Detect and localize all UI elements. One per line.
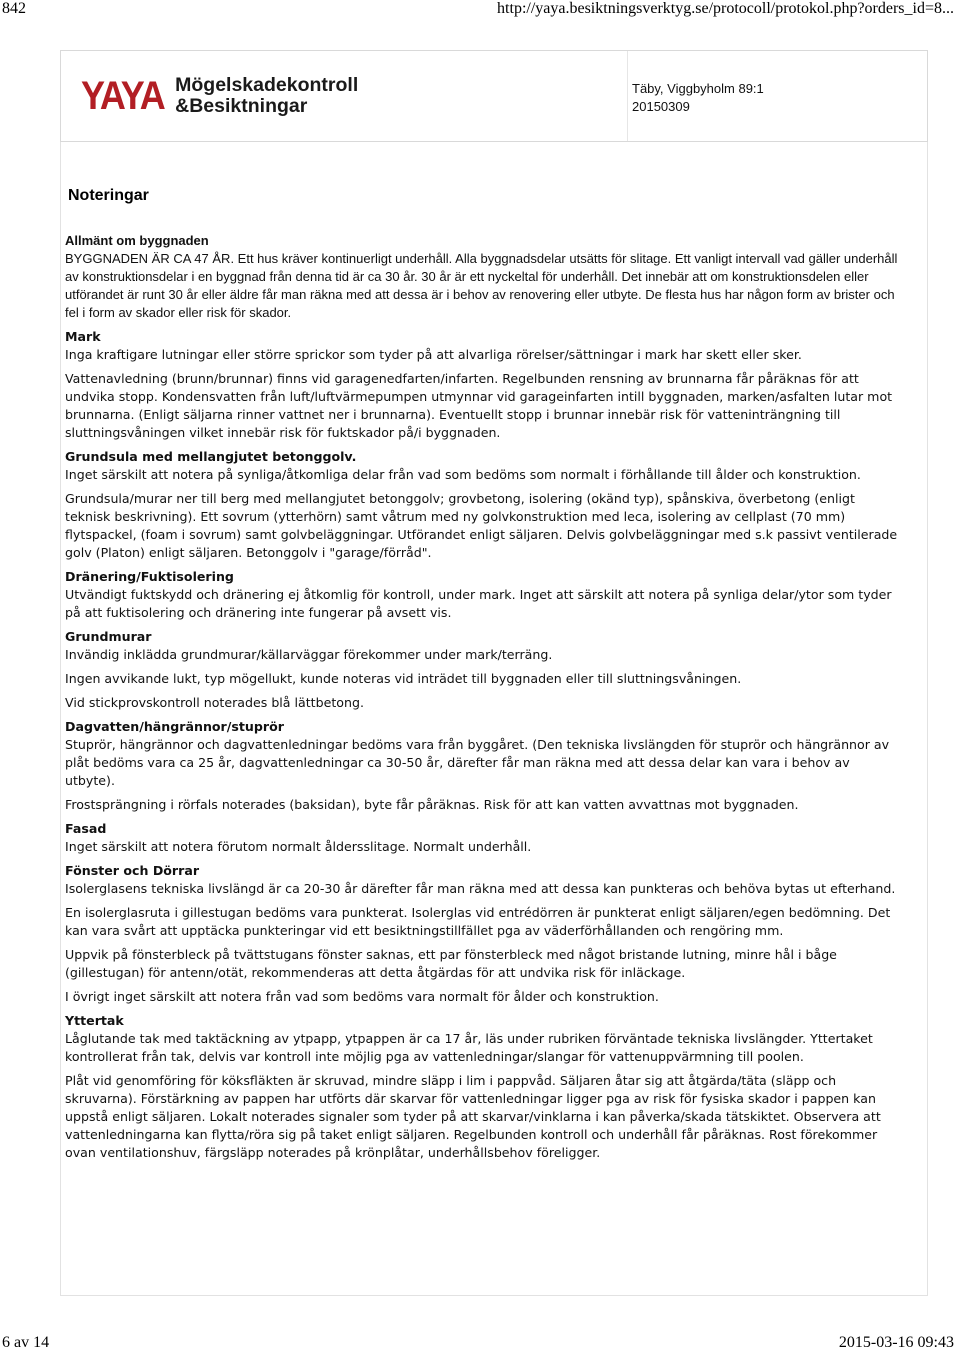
section-heading: Fasad: [65, 821, 107, 836]
section-paragraph: Inget särskilt att notera förutom normalt åldersslitage. Normalt underhåll.: [65, 839, 532, 854]
section-heading: Fönster och Dörrar: [65, 863, 200, 878]
section-heading: Grundsula med mellangjutet betonggolv.: [65, 449, 357, 464]
section-paragraph: Grundsula/murar ner till berg med mellangjutet betonggolv; grovbetong, isolering (okänd typ), spånskiva, överbetong (enligt teknisk beskrivning). Ett sovrum (ytterhörn) samt våtrum med ny golvkonstruktion med leca, isolering av cellplast (70 mm) flytspackel, (foam i sovrum) samt golvbeläggningar. Utförandet enligt säljaren. Delvis golvbeläggningar med s.k passivt ventilerade golv (Platon) enligt säljaren. Betonggolv i "garage/förråd".: [65, 491, 898, 560]
section-paragraph: Inget särskilt att notera på synliga/åtkomliga delar från vad som bedöms som normalt i förhållande till ålder och konstruktion.: [65, 467, 861, 482]
print-footer: [0, 1334, 960, 1354]
intro-heading: Allmänt om byggnaden: [65, 233, 209, 248]
property-info: [632, 80, 764, 116]
section-paragraph: Isolerglasens tekniska livslängd är ca 20-30 år därefter får man räkna med att dessa kan punkteras och behöva bytas ut efterhand.: [65, 881, 896, 896]
logo-line-1: Mögelskadekontroll: [175, 74, 359, 96]
intro-block: [65, 232, 900, 322]
protocol-header: [60, 50, 928, 142]
section-paragraph: Plåt vid genomföring för köksfläkten är skruvad, mindre släpp i lim i pappvåd. Säljaren åtar sig att åtgärda/täta (släpp och skruvarna). Förstärkning av pappen har utförts där skarvar för vattenledningar ligger pga av risk för fysiska skador i pappen kan uppstå enligt säljaren. Lokalt noterades signaler som tyder på att skarvar/vinklarna i kan påverka/skada tätskiktet. Observera att vattenledningarna kan flytta/röra sig på taket enligt säljaren. Regelbunden kontroll och underhåll får påräknas. Rost förekommer ovan ventilationshuv, färgsläpp noterades på krönplåtar, underhållsbehov föreligger.: [65, 1073, 881, 1160]
section-title: Noteringar: [68, 187, 149, 204]
inspection-date: 20150309: [632, 99, 690, 114]
section-paragraph: En isolerglasruta i gillestugan bedöms vara punkterat. Isolerglas vid entrédörren är punkterat enligt säljaren/egen bedömning. Det kan vara svårt att upptäcka punkteringar vid ett besiktningstillfället pga av väderförhållanden och rengöring mm.: [65, 905, 891, 938]
notes-content: [65, 232, 900, 1168]
section-paragraph: Ingen avvikande lukt, typ mögellukt, kunde noteras vid inträdet till byggnaden eller till sluttningsvåningen.: [65, 671, 742, 686]
section-heading: Mark: [65, 329, 101, 344]
property-address: Täby, Viggbyholm 89:1: [632, 81, 764, 96]
intro-paragraph: BYGGNADEN ÄR CA 47 ÅR. Ett hus kräver kontinuerligt underhåll. Alla byggnadsdelar utsätts för slitage. Ett vanligt intervall vad gäller underhåll av konstruktionsdelar i en byggnad från denna tid är ca 30 år. 30 år är ett nyckeltal för underhåll. Det innebär att om konstruktionsdelen eller utförandet är runt 30 år eller äldre får man räkna med att dessa är i behov av renovering eller utbyte. De flesta hus har någon form av brister och fel i form av skador eller risk för skador.: [65, 251, 898, 320]
logo-line-2: &Besiktningar: [175, 95, 308, 117]
section-paragraph: Frostsprängning i rörfals noterades (baksidan), byte får påräknas. Risk för att kan vatten avvattnas mot byggnaden.: [65, 797, 799, 812]
print-timestamp: 2015-03-16 09:43: [838, 1334, 954, 1351]
section-paragraph: Utvändigt fuktskydd och dränering ej åtkomlig för kontroll, under mark. Inget att särskilt att notera på synliga delar/ytor som tyder på att fuktisolering och dränering inte fungerar på avsett vis.: [65, 587, 892, 620]
print-url: http://yaya.besiktningsverktyg.se/protocoll/protokol.php?orders_id=8...: [497, 0, 954, 17]
section-heading: Yttertak: [65, 1013, 124, 1028]
section-paragraph: Invändig inklädda grundmurar/källarväggar förekommer under mark/terräng.: [65, 647, 553, 662]
section-paragraph: Låglutande tak med taktäckning av ytpapp, ytpappen är ca 17 år, läs under rubriken förväntade tekniska livslängder. Yttertaket kontrollerat från tak, delvis var kontroll inte möjlig pga av vattenledningar/slangar för vattenuppvärmning till poolen.: [65, 1031, 873, 1064]
logo-mark: YAYA: [81, 74, 164, 118]
section-paragraph: I övrigt inget särskilt att notera från vad som bedöms vara normalt för ålder och konstruktion.: [65, 989, 659, 1004]
company-logo: [81, 75, 358, 117]
section-paragraph: Stuprör, hängrännor och dagvattenledningar bedöms vara från byggåret. (Den tekniska livslängden för stuprör och hängrännor av plåt bedöms vara ca 25 år, dagvattenledningar ca 30-50 år, därefter får man räkna med att dessa delar kan vara i behov av utbyte).: [65, 737, 890, 788]
section-paragraph: Vid stickprovskontroll noterades blå lättbetong.: [65, 695, 364, 710]
logo-cell: [61, 51, 628, 141]
print-page-number: 842: [2, 0, 26, 17]
section-heading: Dagvatten/hängrännor/stuprör: [65, 719, 284, 734]
section-paragraph: Vattenavledning (brunn/brunnar) finns vid garagenedfarten/infarten. Regelbunden rensning av brunnarna får påräknas för att undvika stopp. Kondensvatten från luft/luftvärmepumpen utmynnar vid garageinfarten intill byggnaden, marken/asfalten lutar mot brunnarna. (Enligt säljarna rinner vattnet ner i brunnarna). Eventuellt stopp i brunnar innebär risk för vatteninträngning till sluttningsvåningen vilket innebär risk för fuktskador på/i byggnaden.: [65, 371, 893, 440]
section-paragraph: Uppvik på fönsterbleck på tvättstugans fönster saknas, ett par fönsterbleck med något bristande lutning, minre hål i båge (gillestugan) för antenn/otät, rekommenderas att detta åtgärdas för att undvika risk för inläckage.: [65, 947, 837, 980]
sections: [65, 328, 900, 1162]
logo-words: [175, 75, 358, 117]
section-paragraph: Inga kraftigare lutningar eller större sprickor som tyder på att alvarliga rörelser/sättningar i mark har skett eller sker.: [65, 347, 802, 362]
print-pager: 6 av 14: [2, 1334, 50, 1351]
print-header: [0, 0, 960, 24]
section-heading: Dränering/Fuktisolering: [65, 569, 234, 584]
section-heading: Grundmurar: [65, 629, 152, 644]
